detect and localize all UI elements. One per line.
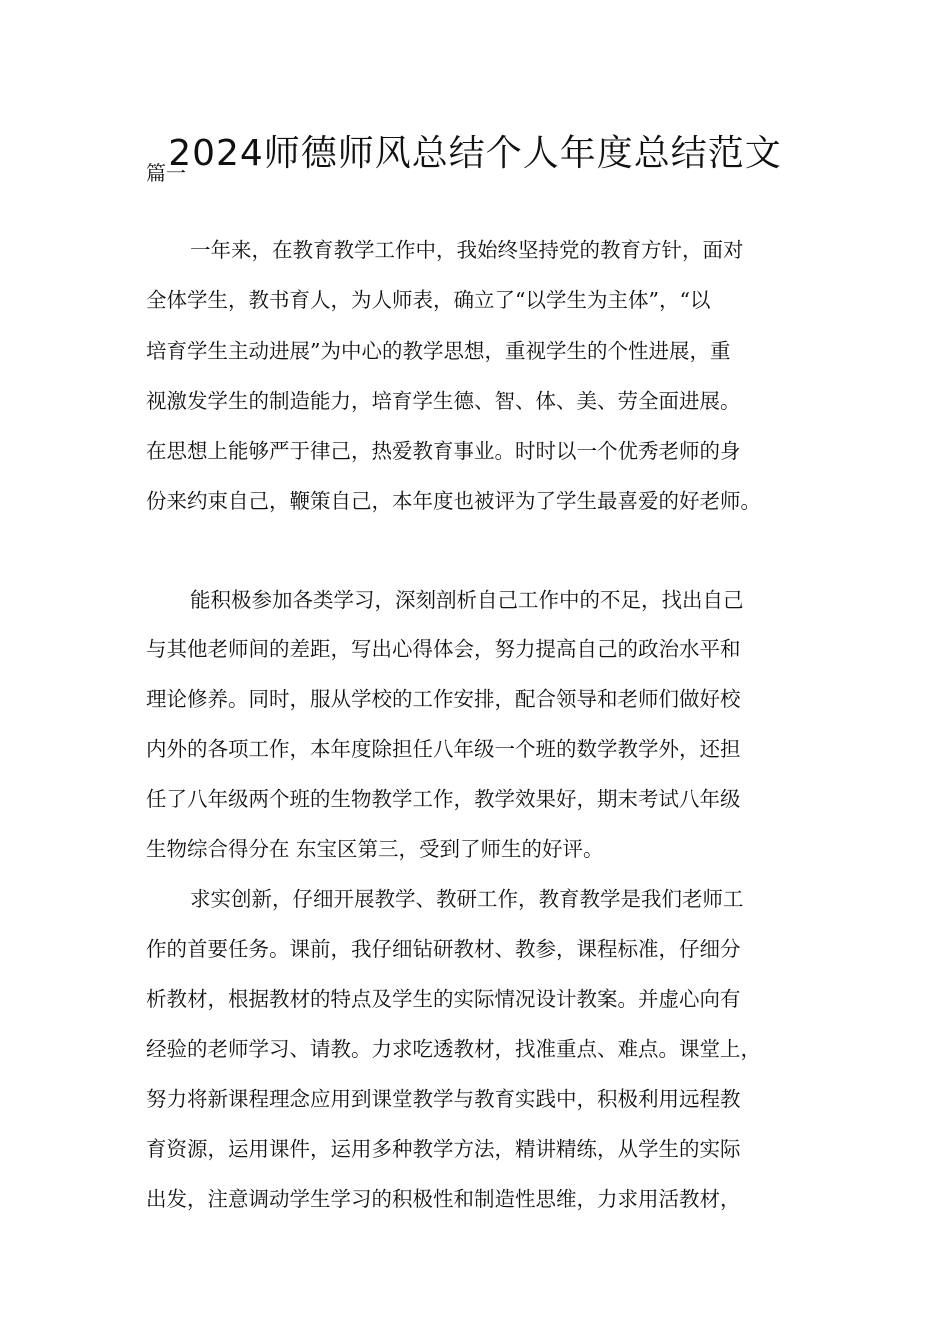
text-line: 出发，注意调动学生学习的积极性和制造性思维，力求用活教材， bbox=[146, 1187, 741, 1211]
text-line: 努力将新课程理念应用到课堂教学与教育实践中，积极利用远程教 bbox=[146, 1087, 741, 1111]
text-line: 内外的各项工作，本年度除担任八年级一个班的数学教学外，还担 bbox=[146, 737, 741, 761]
text-line: 生物综合得分在 东宝区第三，受到了师生的好评。 bbox=[146, 837, 604, 861]
text-line: 求实创新，仔细开展教学、教研工作，教育教学是我们老师工 bbox=[190, 887, 744, 911]
text-line: 作的首要任务。课前，我仔细钻研教材、教参，课程标准，仔细分 bbox=[146, 937, 741, 961]
text-line: 析教材，根据教材的特点及学生的实际情况设计教案。并虚心向有 bbox=[146, 987, 741, 1011]
text-line: 经验的老师学习、请教。力求吃透教材，找准重点、难点。课堂上， bbox=[146, 1037, 761, 1061]
text-line: 能积极参加各类学习，深刻剖析自己工作中的不足，找出自己 bbox=[190, 588, 744, 612]
text-line: 任了八年级两个班的生物教学工作，教学效果好，期末考试八年级 bbox=[146, 787, 741, 811]
text-line: 与其他老师间的差距，写出心得体会，努力提高自己的政治水平和 bbox=[146, 637, 741, 661]
text-line: 在思想上能够严于律己，热爱教育事业。时时以一个优秀老师的身 bbox=[146, 439, 741, 463]
text-line: 理论修养。同时，服从学校的工作安排，配合领导和老师们做好校 bbox=[146, 687, 741, 711]
text-line: 一年来，在教育教学工作中，我始终坚持党的教育方针，面对 bbox=[190, 238, 744, 262]
text-line: 育资源，运用课件，运用多种教学方法，精讲精练，从学生的实际 bbox=[146, 1137, 741, 1161]
text-line: 份来约束自己，鞭策自己，本年度也被评为了学生最喜爱的好老师。 bbox=[146, 489, 761, 513]
text-line: 视激发学生的制造能力，培育学生德、智、体、美、劳全面进展。 bbox=[146, 389, 741, 413]
text-line: 全体学生，教书育人，为人师表，确立了“以学生为主体”，“以 bbox=[146, 288, 711, 312]
section-label: 篇一 bbox=[146, 161, 186, 185]
document-title: 2024师德师风总结个人年度总结范文 bbox=[168, 133, 782, 174]
text-line: 培育学生主动进展”为中心的教学思想，重视学生的个性进展，重 bbox=[146, 339, 731, 363]
